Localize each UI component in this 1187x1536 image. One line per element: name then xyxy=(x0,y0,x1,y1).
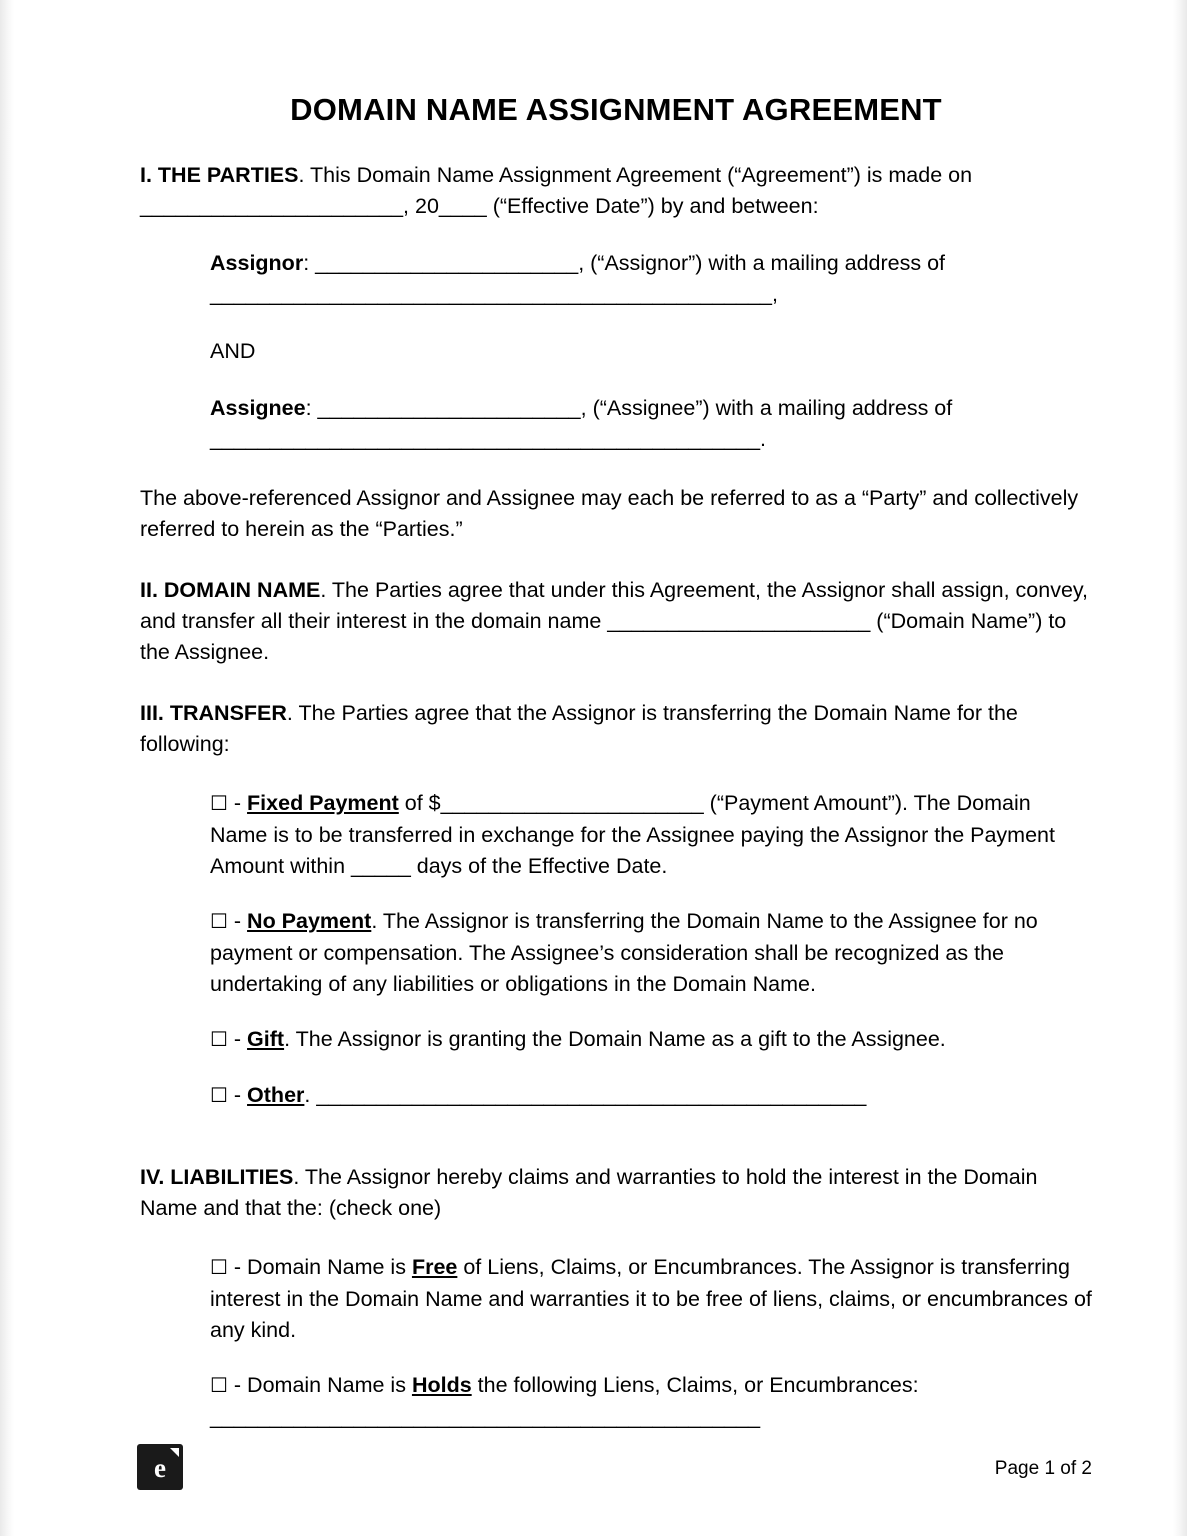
transfer-option-3-dash: - xyxy=(227,1083,248,1107)
parties-closing-text: The above-referenced Assignor and Assignee may each be referred to as a “Party” and collectively referred to herein as the “Parties.” xyxy=(140,486,1079,541)
transfer-option-no-payment-paragraph xyxy=(210,906,1092,1000)
transfer-heading: III. TRANSFER xyxy=(140,701,287,725)
liabilities-option-0-prefix: - Domain Name is xyxy=(227,1255,412,1279)
transfer-option-other-paragraph xyxy=(210,1080,1092,1112)
liabilities-heading: IV. LIABILITIES xyxy=(140,1165,294,1189)
liabilities-option-free[interactable] xyxy=(210,1252,1092,1346)
domain-name-text: . The Parties agree that under this Agreement, the Assignor shall assign, convey, and transfer all their interest in the domain name ______________________ (“Domain Name”) to the Assignee. xyxy=(140,578,1089,664)
parties-closing xyxy=(140,483,1092,545)
liabilities-option-holds[interactable] xyxy=(210,1370,1092,1433)
transfer-option-3-label: Other xyxy=(247,1083,305,1107)
parties-heading: I. THE PARTIES xyxy=(140,163,299,187)
page-footer xyxy=(0,1432,1187,1512)
liabilities-option-1-prefix: - Domain Name is xyxy=(227,1373,412,1397)
page-title: DOMAIN NAME ASSIGNMENT AGREEMENT xyxy=(290,92,942,127)
transfer-option-fixed-payment-paragraph xyxy=(210,788,1092,882)
eforms-logo-icon xyxy=(137,1444,183,1490)
assignor-paragraph xyxy=(210,248,1092,310)
assignor-line xyxy=(210,248,1092,310)
and-connector xyxy=(210,336,1092,367)
checkbox-icon[interactable]: ☐ xyxy=(210,1257,228,1279)
liabilities-option-holds-paragraph xyxy=(210,1370,1092,1433)
transfer-option-other[interactable] xyxy=(210,1080,1092,1112)
transfer-option-0-label: Fixed Payment xyxy=(247,791,399,815)
liabilities-option-1-label: Holds xyxy=(411,1373,472,1397)
checkbox-icon[interactable]: ☐ xyxy=(210,1085,228,1107)
checkbox-icon[interactable]: ☐ xyxy=(210,793,228,815)
page-right-edge-shadow xyxy=(1173,0,1187,1536)
transfer-option-1-dash: - xyxy=(227,909,248,933)
transfer-option-gift[interactable] xyxy=(210,1024,1092,1056)
liabilities-option-1-text: the following Liens, Claims, or Encumbrances: ______________________________________________ xyxy=(210,1373,919,1429)
transfer-text: . The Parties agree that the Assignor is transferring the Domain Name for the following: xyxy=(140,701,1018,756)
parties-intro-text: . This Domain Name Assignment Agreement (“Agreement”) is made on ______________________, 20____ (“Effective Date”) by and between: xyxy=(140,163,973,218)
document-body xyxy=(140,0,1092,1433)
logo-letter: e xyxy=(154,1453,166,1483)
checkbox-icon[interactable]: ☐ xyxy=(210,1029,228,1051)
section-domain-name xyxy=(140,575,1092,668)
assignee-line xyxy=(210,393,1092,455)
transfer-option-2-dash: - xyxy=(227,1027,248,1051)
liabilities-option-free-paragraph xyxy=(210,1252,1092,1346)
transfer-option-0-dash: - xyxy=(227,791,248,815)
liabilities-option-0-label: Free xyxy=(411,1255,458,1279)
assignor-blanks: : ______________________, (“Assignor”) with a mailing address of _______________________________________________, xyxy=(210,251,946,306)
transfer-option-fixed-payment[interactable] xyxy=(210,788,1092,882)
transfer-option-2-text: . The Assignor is granting the Domain Name as a gift to the Assignee. xyxy=(284,1027,946,1051)
transfer-option-1-text: . The Assignor is transferring the Domain Name to the Assignee for no payment or compensation. The Assignee’s consideration shall be recognized as the undertaking of any liabilities or obligations in the Domain Name. xyxy=(210,909,1038,996)
and-text: AND xyxy=(210,339,256,363)
liabilities-text: . The Assignor hereby claims and warranties to hold the interest in the Domain Name and that the: (check one) xyxy=(140,1165,1038,1220)
section-transfer xyxy=(140,698,1092,760)
page-number: Page 1 of 2 xyxy=(994,1458,1092,1479)
transfer-option-0-text: of $______________________ (“Payment Amount”). The Domain Name is to be transferred in exchange for the Assignee paying the Assignor the Payment Amount within _____ days of the Effective Date. xyxy=(210,791,1055,878)
transfer-option-no-payment[interactable] xyxy=(210,906,1092,1000)
transfer-option-2-label: Gift xyxy=(247,1027,285,1051)
page-left-edge-shadow xyxy=(0,0,14,1536)
assignee-label: Assignee xyxy=(210,396,306,420)
section-parties xyxy=(140,160,1092,222)
assignor-label: Assignor xyxy=(210,251,304,275)
domain-name-paragraph xyxy=(140,575,1092,668)
assignee-blanks: : ______________________, (“Assignee”) with a mailing address of ______________________________________________. xyxy=(210,396,953,451)
assignee-paragraph xyxy=(210,393,1092,455)
liabilities-paragraph xyxy=(140,1162,1092,1224)
transfer-option-3-text: . ______________________________________________ xyxy=(304,1083,867,1107)
transfer-option-gift-paragraph xyxy=(210,1024,1092,1056)
section-liabilities xyxy=(140,1162,1092,1224)
transfer-option-1-label: No Payment xyxy=(247,909,372,933)
liabilities-option-0-text: of Liens, Claims, or Encumbrances. The Assignor is transferring interest in the Domain Name and warranties it to be free of liens, claims, or encumbrances of any kind. xyxy=(210,1255,1092,1342)
checkbox-icon[interactable]: ☐ xyxy=(210,911,228,933)
logo-corner-fold xyxy=(170,1448,179,1457)
transfer-paragraph xyxy=(140,698,1092,760)
parties-intro xyxy=(140,160,1092,222)
domain-name-heading: II. DOMAIN NAME xyxy=(140,578,321,602)
checkbox-icon[interactable]: ☐ xyxy=(210,1375,228,1397)
